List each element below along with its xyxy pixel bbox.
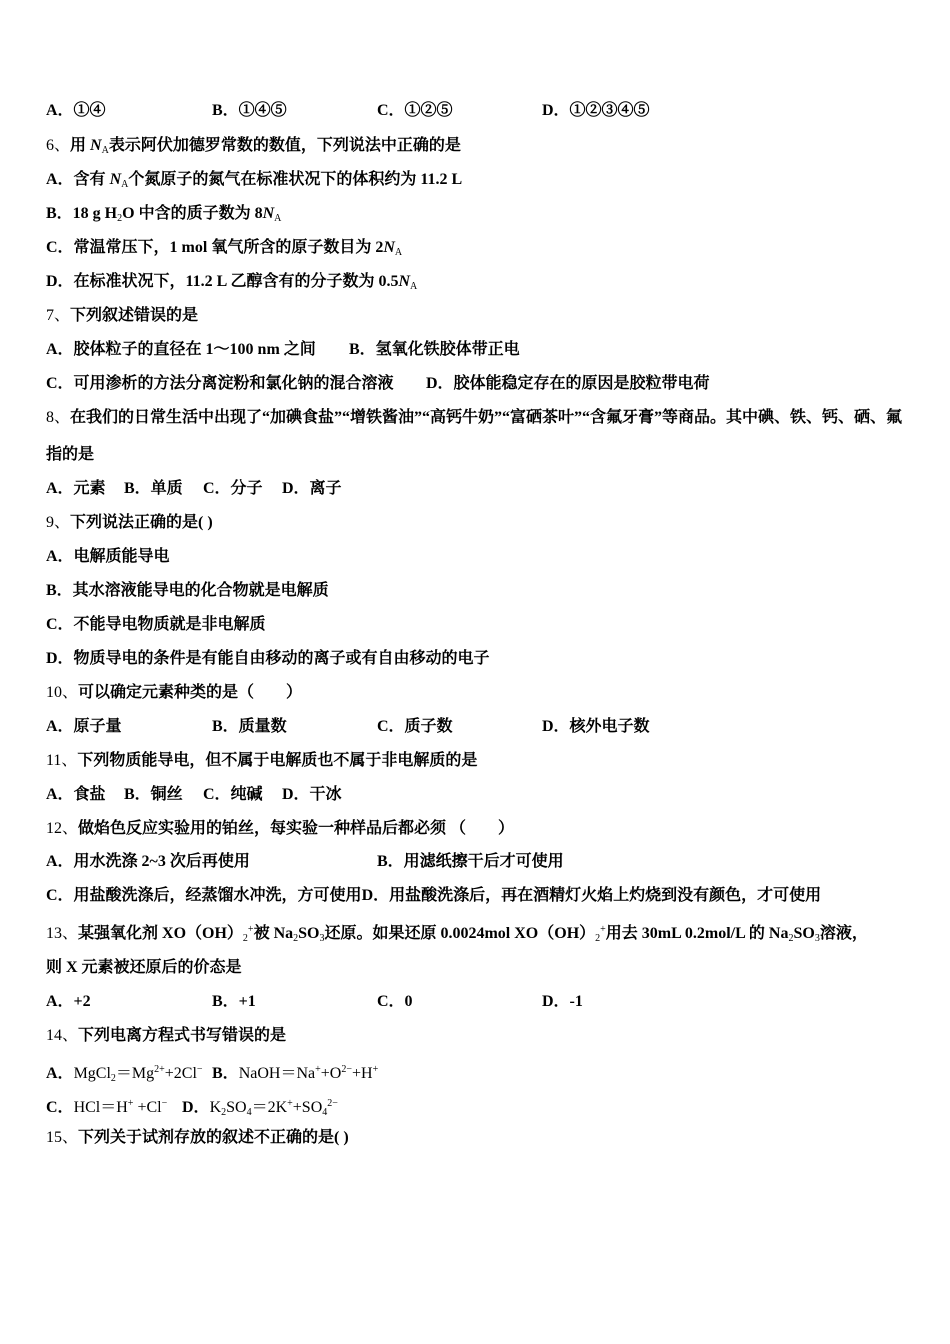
q11-options-row: [0, 784, 950, 806]
q11-stem-text: 下列物质能导电，但不属于电解质也不属于非电解质的是: [77, 752, 478, 769]
q12-option-c: C．用盐酸洗涤后，经蒸馏水冲洗，方可使用: [46, 887, 362, 904]
q13-option-d: D．-1: [542, 993, 583, 1010]
q11-option-d: D．干冰: [282, 786, 342, 803]
q8-option-b: B．单质: [124, 480, 183, 497]
q6-option-b-constant-subscript: A: [274, 213, 282, 224]
q8-number: 8、: [46, 409, 71, 426]
q14-option-b-superscript: +: [315, 1064, 321, 1075]
q12-stem-text: 做焰色反应实验用的铂丝，每实验一种样品后都必须 （ ）: [78, 820, 515, 837]
q9-option-a: A．电解质能导电: [46, 548, 170, 565]
q14-option-c-label: C．: [46, 1099, 74, 1116]
q9-stem-text: 下列说法正确的是( ): [70, 514, 213, 531]
q6-option-a-constant-symbol: N: [109, 171, 122, 188]
q14-option-b: [212, 1059, 378, 1085]
q13-stem-text: SO: [298, 925, 320, 942]
q14-option-a-formula: +2Cl: [164, 1065, 197, 1082]
q7-number: 7、: [46, 307, 71, 324]
q6-option-c-constant-symbol: N: [383, 239, 395, 256]
q9-option-d: D．物质导电的条件是有能自由移动的离子或有自由移动的电子: [46, 650, 490, 667]
q12-option-b: B．用滤纸擦干后才可使用: [377, 853, 564, 870]
q14-option-a-formula: ＝Mg: [115, 1065, 155, 1082]
q6-option-b-constant-symbol: N: [262, 205, 275, 222]
q6-option-a-text: A．含有: [46, 171, 110, 188]
q8-options-row: [0, 478, 950, 500]
q12-option-a: A．用水洗涤 2~3 次后再使用: [46, 853, 250, 870]
q13-stem-superscript: +: [600, 924, 606, 935]
q6-option-d-constant-symbol: N: [398, 273, 411, 290]
q14-option-a: [46, 1059, 203, 1090]
q14-option-c-superscript: +: [127, 1098, 134, 1109]
q6-option-d-constant-subscript: A: [410, 281, 418, 292]
q14-option-d-formula: K: [209, 1099, 222, 1116]
q8-option-d: D．离子: [282, 480, 342, 497]
q13-option-a: A．+2: [46, 993, 91, 1010]
q13-stem-text: 则 X 元素被还原后的价态是: [46, 959, 242, 976]
q12-options-row-1: [0, 851, 950, 873]
q14-option-a-superscript: 2+: [154, 1064, 165, 1075]
q7-option-a: A．胶体粒子的直径在 1～100 nm 之间: [46, 341, 316, 358]
q6-option-a-text: 个氮原子的氮气在标准状况下的体积约为 11.2 L: [128, 171, 463, 188]
q8-stem-continued: [46, 444, 94, 466]
q13-stem-subscript: 2: [788, 933, 794, 944]
q12-number: 12、: [46, 820, 79, 837]
q6-option-d-text: D．在标准状况下，11.2 L 乙醇含有的分子数为 0.5: [46, 273, 399, 290]
q14-option-a-label: A．: [46, 1065, 74, 1082]
q14-option-d-subscript: 4: [322, 1107, 328, 1118]
q13-stem-subscript: 2: [595, 933, 601, 944]
q8-stem: [46, 407, 902, 429]
q10-option-b: B．质量数: [212, 718, 287, 735]
q14-option-b-superscript: 2−: [341, 1064, 352, 1075]
q6-option-c-text: C．常温常压下，1 mol 氧气所含的原子数目为 2: [46, 239, 384, 256]
q5-option-a: A．①④: [46, 102, 106, 119]
q14-option-b-formula: +O: [320, 1065, 342, 1082]
q13-stem-subscript: 2: [293, 933, 299, 944]
q6-option-b-text: B．18 g H: [46, 205, 118, 222]
q10-option-d: D．核外电子数: [542, 718, 650, 735]
q6-option-b-text: O 中含的质子数为 8: [122, 205, 263, 222]
q14-number: 14、: [46, 1027, 79, 1044]
q11-option-c: C．纯碱: [203, 786, 263, 803]
q6-stem-constant-symbol: N: [90, 137, 102, 154]
q10-stem: [46, 682, 302, 704]
q14-option-d-subscript: 2: [221, 1107, 227, 1118]
q13-stem-text: SO: [793, 925, 815, 942]
q14-options-row-2: [0, 1093, 950, 1118]
q5-options-row: [0, 100, 950, 122]
q13-stem-text: 某强氧化剂 XO（OH）: [78, 925, 243, 942]
q13-number: 13、: [46, 925, 79, 942]
q13-option-c: C．0: [377, 993, 413, 1010]
q6-option-c: [46, 237, 402, 259]
q14-option-d-superscript: +: [287, 1098, 293, 1109]
q6-stem-constant-subscript: A: [101, 145, 109, 156]
q7-options-row-1: [0, 339, 950, 361]
q11-stem: [46, 750, 477, 772]
q7-option-c: C．可用渗析的方法分离淀粉和氯化钠的混合溶液: [46, 375, 394, 392]
q10-option-a: A．原子量: [46, 718, 122, 735]
q7-option-b: B．氢氧化铁胶体带正电: [349, 341, 520, 358]
q6-option-d: [46, 271, 417, 293]
q9-number: 9、: [46, 514, 71, 531]
q7-options-row-2: [0, 373, 950, 395]
q11-number: 11、: [46, 752, 78, 769]
q12-option-d: D．用盐酸洗涤后，再在酒精灯火焰上灼烧到没有颜色，才可使用: [361, 887, 822, 904]
q13-stem-text: 被 Na: [253, 925, 294, 942]
q13-stem-text: 用去 30mL 0.2mol/L 的 Na: [605, 925, 789, 942]
q9-stem: [46, 512, 213, 534]
q5-option-c: C．①②⑤: [377, 102, 453, 119]
q10-number: 10、: [46, 684, 79, 701]
q14-stem-text: 下列电离方程式书写错误的是: [78, 1027, 287, 1044]
q7-option-d: D．胶体能稳定存在的原因是胶粒带电荷: [426, 375, 710, 392]
q14-stem: [46, 1025, 286, 1047]
q14-option-d-superscript: 2−: [327, 1098, 338, 1109]
q14-option-d-subscript: 4: [246, 1107, 252, 1118]
q9-option-b: B．其水溶液能导电的化合物就是电解质: [46, 582, 329, 599]
q13-stem-subscript: 3: [814, 933, 820, 944]
q8-option-a: A．元素: [46, 480, 106, 497]
q14-option-a-subscript: 2: [110, 1073, 116, 1084]
q7-stem: [46, 305, 198, 327]
q11-option-b: B．铜丝: [124, 786, 183, 803]
q12-stem: [46, 818, 514, 840]
q14-option-b-formula: NaOH＝Na: [238, 1065, 316, 1082]
q5-option-d: D．①②③④⑤: [542, 102, 650, 119]
q14-option-c-formula: HCl＝H: [73, 1099, 128, 1116]
q15-stem: [46, 1127, 349, 1149]
q13-stem-text: 溶液，: [819, 925, 868, 942]
q14-option-a-superscript: −: [196, 1064, 203, 1075]
q5-option-b: B．①④⑤: [212, 102, 287, 119]
q6-option-a: [46, 169, 462, 191]
q13-stem: [46, 919, 868, 944]
q12-options-row-2: [46, 885, 821, 907]
q13-options-row: [0, 991, 950, 1013]
q6-option-b: [46, 203, 281, 225]
q6-option-c-constant-subscript: A: [394, 247, 403, 258]
q14-option-b-formula: +H: [351, 1065, 373, 1082]
q13-stem-subscript: 3: [319, 933, 325, 944]
q14-option-c: [46, 1093, 167, 1119]
q10-stem-text: 可以确定元素种类的是（ ）: [78, 684, 303, 701]
q14-option-c-superscript: −: [161, 1098, 168, 1109]
q13-stem-superscript: +: [247, 924, 254, 935]
q6-stem-text: 用: [70, 137, 91, 154]
q13-stem-continued: [46, 957, 242, 979]
q15-number: 15、: [46, 1129, 79, 1146]
q15-stem-text: 下列关于试剂存放的叙述不正确的是( ): [78, 1129, 349, 1146]
q11-option-a: A．食盐: [46, 786, 106, 803]
q14-option-a-formula: MgCl: [73, 1065, 111, 1082]
q13-stem-text: 还原。如果还原 0.0024mol XO（OH）: [324, 925, 596, 942]
q14-option-c-formula: +Cl: [133, 1099, 162, 1116]
q6-stem: [46, 135, 461, 157]
q8-stem-text: 指的是: [46, 446, 95, 463]
q8-option-c: C．分子: [203, 480, 263, 497]
q13-option-b: B．+1: [212, 993, 256, 1010]
q13-stem-subscript: 2: [242, 933, 248, 944]
q7-stem-text: 下列叙述错误的是: [70, 307, 199, 324]
q14-option-d-formula: +SO: [292, 1099, 323, 1116]
q14-options-row-1: [0, 1059, 950, 1084]
q6-stem-text: 表示阿伏加德罗常数的数值，下列说法中正确的是: [108, 137, 461, 154]
q14-option-d: [182, 1093, 338, 1124]
q8-stem-text: 在我们的日常生活中出现了“加碘食盐”“增铁酱油”“高钙牛奶”“富硒茶叶”“含氟牙膏”等商品。其中碘、铁、钙、硒、氟: [70, 409, 903, 426]
q6-option-a-constant-subscript: A: [121, 179, 129, 190]
q14-option-d-formula: ＝2K: [251, 1099, 288, 1116]
q10-options-row: [0, 716, 950, 738]
q14-option-d-formula: SO: [226, 1099, 247, 1116]
q14-option-d-label: D．: [182, 1099, 210, 1116]
q14-option-b-label: B．: [212, 1065, 239, 1082]
q6-option-b-subscript: 2: [117, 213, 123, 224]
q9-option-c: C．不能导电物质就是非电解质: [46, 616, 266, 633]
q14-option-b-superscript: +: [372, 1064, 379, 1075]
q6-number: 6、: [46, 137, 71, 154]
q10-option-c: C．质子数: [377, 718, 453, 735]
